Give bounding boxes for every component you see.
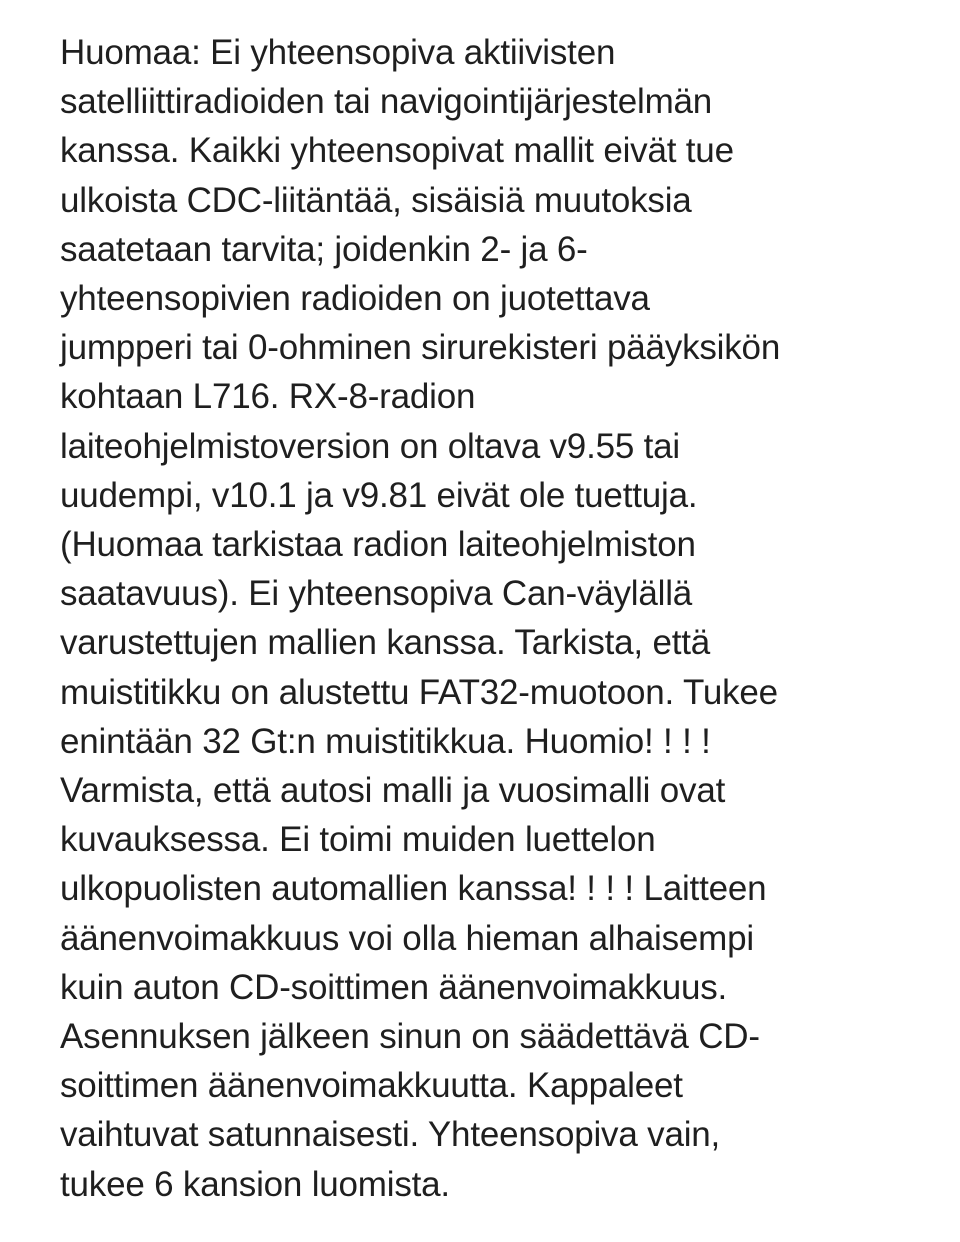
text-line: kohtaan L716. RX-8-radion: [60, 377, 476, 417]
text-line: jumpperi tai 0-ohminen sirurekisteri pääyksikön: [60, 328, 781, 368]
text-line: saatetaan tarvita; joidenkin 2- ja 6-: [60, 229, 588, 269]
text-line: muistitikku on alustettu FAT32-muotoon. Tukee: [60, 672, 778, 712]
text-line: laiteohjelmistoversion on oltava v9.55 tai: [60, 426, 681, 466]
text-line: kuin auton CD-soittimen äänenvoimakkuus.: [60, 967, 728, 1007]
text-line: äänenvoimakkuus voi olla hieman alhaisempi: [60, 918, 754, 958]
notice-text-block: [60, 28, 940, 1209]
text-line: Asennuksen jälkeen sinun on säädettävä CD-: [60, 1017, 760, 1057]
text-line: vaihtuvat satunnaisesti. Yhteensopiva vain,: [60, 1115, 721, 1155]
text-line: enintään 32 Gt:n muistitikkua. Huomio! ! ! !: [60, 721, 711, 761]
text-line: satelliittiradioiden tai navigointijärjestelmän: [60, 82, 713, 122]
text-line: tukee 6 kansion luomista.: [60, 1164, 450, 1204]
text-line: varustettujen mallien kanssa. Tarkista, että: [60, 623, 711, 663]
text-line: kanssa. Kaikki yhteensopivat mallit eivät tue: [60, 131, 734, 171]
text-line: soittimen äänenvoimakkuutta. Kappaleet: [60, 1066, 683, 1106]
text-line: ulkopuolisten automallien kanssa! ! ! ! Laitteen: [60, 869, 767, 909]
text-line: (Huomaa tarkistaa radion laiteohjelmiston: [60, 525, 696, 565]
text-line: yhteensopivien radioiden on juotettava: [60, 279, 650, 319]
text-line: uudempi, v10.1 ja v9.81 eivät ole tuettuja.: [60, 475, 698, 515]
text-line: kuvauksessa. Ei toimi muiden luettelon: [60, 820, 656, 860]
text-line: Huomaa: Ei yhteensopiva aktiivisten: [60, 33, 616, 72]
text-line: ulkoista CDC-liitäntää, sisäisiä muutoksia: [60, 180, 692, 220]
text-line: saatavuus). Ei yhteensopiva Can-väylällä: [60, 574, 693, 614]
text-line: Varmista, että autosi malli ja vuosimalli ovat: [60, 771, 726, 811]
